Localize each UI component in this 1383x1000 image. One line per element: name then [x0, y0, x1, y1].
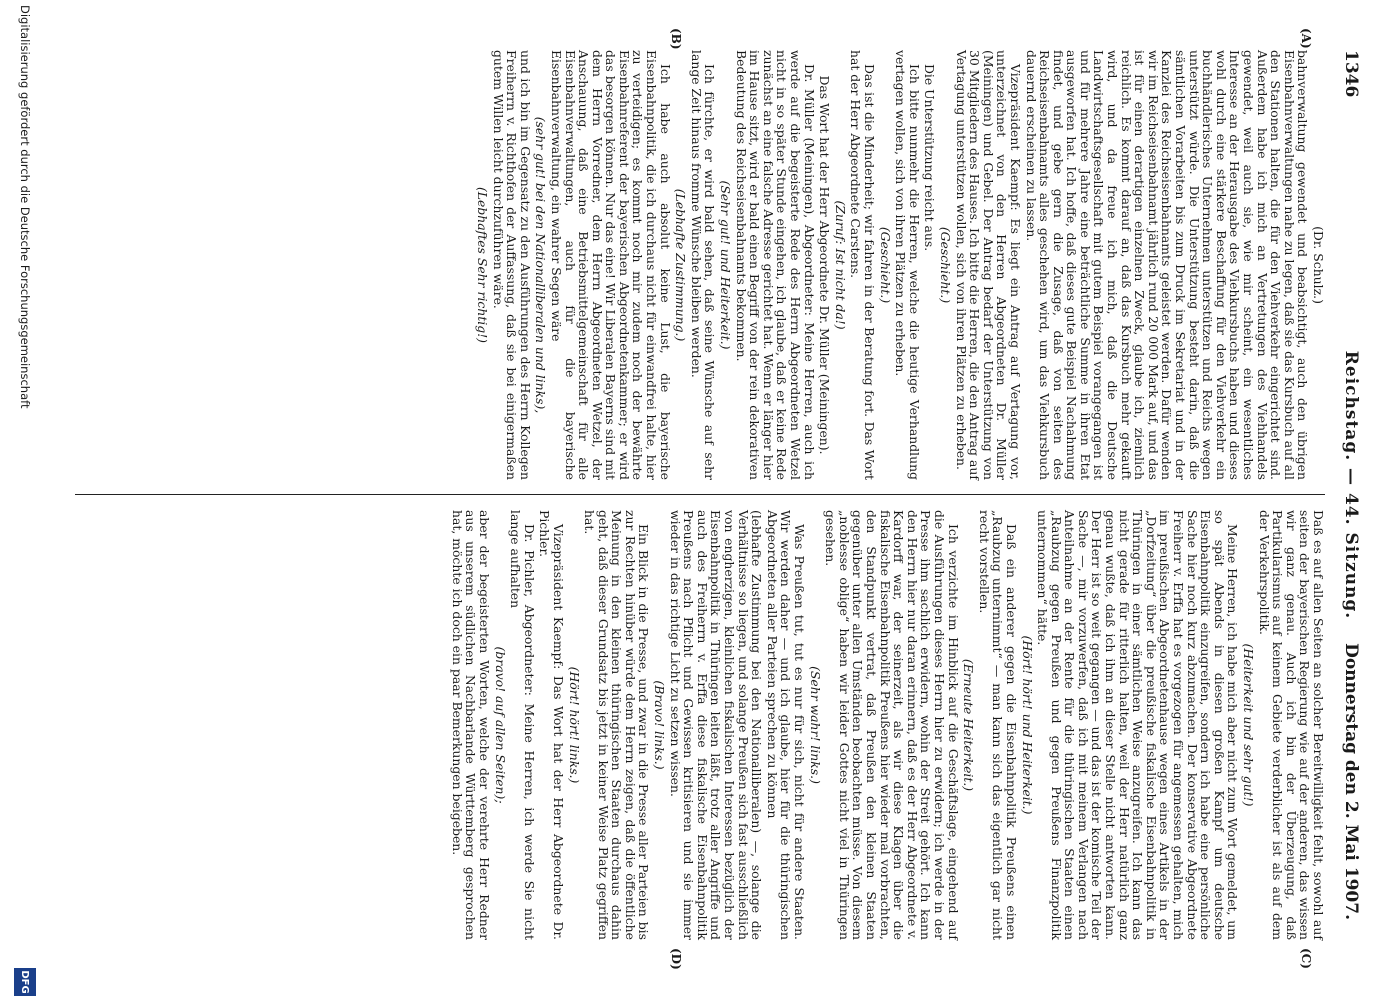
page-header — [1331, 50, 1361, 920]
paragraph: Die Unterstützung reicht aus. — [922, 64, 938, 252]
page-number: 1346 — [1341, 50, 1361, 98]
column-divider — [75, 494, 1325, 495]
session-date: Donnerstag den 2. Mai 1907. — [1341, 643, 1361, 920]
paragraph: Was Preußen tut, tut es nur für sich, nicht für andere Staaten. Wir werden daher — und ich glaube, hier für die thüringischen Abgeordneten aller Parteien sprechen zu können — [764, 510, 808, 940]
paragraph: Das ist die Minderheit; wir fahren in der Beratung fort. Das Wort hat der Herr Abgeordnete Carstens. — [848, 50, 877, 480]
interjection: (Lebhafte Zustimmung.) — [673, 188, 689, 342]
margin-letter-b: (B) — [669, 28, 683, 50]
interjection: (Geschieht.) — [877, 226, 893, 304]
left-column — [473, 50, 1325, 480]
dfg-logo: DFG — [14, 968, 36, 996]
interjection: (bravo! auf allen Seiten); — [492, 646, 508, 804]
paragraph: Daß es auf allen Seiten an solcher Bereitwilligkeit fehlt, sowohl auf seiten der bayerischen Regierung wie auf der anderen, das wissen wir ganz genau. Auch ich bin der Überzeugung, daß Partikularismus auf keinem Gebiete verderblicher ist als auf dem der Verkehrspolitik. — [1256, 510, 1326, 940]
interjection: (sehr gut! bei den Nationalliberalen und links), — [533, 116, 549, 414]
paragraph: Meine Herren, ich habe mich aber nicht zum Wort gemeldet, um so spät Abends in diesen großen Kampf um deutsche Eisenbahnpolitik einzugreifen, sondern ich habe eine persönliche Sache hier noch kurz abzumachen. Der konservative Abgeordnete Freiherr v. Erffa hat es vorgezogen für angemessen gehalten, mich im preußischen Abgeordnetenhause wegen eines Artikels in der „Dorfzeitung“ über die preußische fiskalische Eisenbahnpolitik in Thüringen in einer sämtlichen Weise anzugreifen. Ich kann das nicht gerade für ritterlich halten, weil der Herr natürlich ganz genau wußte, daß ich ihm an dieser Stelle nicht antworten kann. Der Herr ist so weit gegangen — und das ist der komische Teil der Sache —, mir vorzuwerfen, daß ich mit meinem Verlangen nach Anteilnahme an der Rente für die thüringischen Staaten einen „Raubzug gegen Preußen und gegen Preußens Finanzpolitik unternommen“ hätte. — [1035, 510, 1241, 940]
digitization-footer — [2, 0, 38, 1000]
paragraph: Das Wort hat der Herr Abgeordnete Dr. Müller (Meiningen). — [817, 75, 833, 455]
paragraph: Ein Blick in die Presse, und zwar in die Presse aller Parteien bis zur Rechten hinüber würde dem Herrn zeigen, daß die öffentliche Meinung in den kleinen thüringischen Staaten durchaus dahin geht, daß dieser Grundsatz bis jetzt in keiner Weise Platz gegriffen hat. — [582, 510, 652, 940]
paragraph: aber der begeisterten Worten, welche der verehrte Herr Redner aus unserem südlichen Nachbarlande Württemberg gesprochen hat, möchte ich doch ein paar Bemerkungen beigeben. — [449, 510, 492, 940]
margin-letter-c: (C) — [1299, 948, 1313, 969]
paragraph: Ich fürchte, er wird bald sehen, daß seine Wünsche auf sehr lange Zeit hinaus fromme Wünsche bleiben werden. — [688, 50, 718, 480]
paragraph: Ich bitte nunmehr die Herren, welche die heutige Verhandlung vertagen wollen, sich von ihren Plätzen zu erheben. — [893, 50, 922, 480]
paragraph: (lebhafte Zustimmung bei den Nationalliberalen) —, solange die Verhältnisse so liegen, und solange Preußen sich fast ausschließlich von engherzigen, kleinlichen fiskalischen Interessen bezüglich der Eisenbahnpolitik in Thüringen leiten läßt, trotz aller Angriffe und auch des Freiherrn v. Erffa diese fiskalische Eisenbahnpolitik Preußens nach Pflicht und Gewissen kritisieren und sie immer wieder in das richtige Licht zu setzen wissen. — [667, 510, 765, 940]
interjection: (Hört! hört! und Heiterkeit.) — [1019, 635, 1035, 815]
interjection: (Zuruf: Ist nicht da!) — [832, 200, 848, 330]
margin-letter-a: (A) — [1299, 28, 1313, 49]
paragraph: bahnverwaltung gewendet und beabsichtigt, auch den übrigen Eisenbahnverwaltungen nahe zu legen, daß sie das Kursbuch auf all den Stationen halten, die für den Viehverkehr eingerichtet sind. Außerdem habe ich mich an Vertretungen des Viehhandels gewendet, weil auch sie, wie mir scheint, ein wesentliches Interesse an der Herausgabe des Viehkursbuchs haben und dieses wohl durch eine stärkere Beschaffung für den Viehverkehr ein buchhändlerisches Unternehmen unterstützen und Reichs wegen unterstützt würde. Die Unterstützung besteht darin, daß die sämtlichen Vorarbeiten bis zum Druck im Sekretariat und in der Kanzlei des Reichseisenbahnamts geleistet werden. Dafür wenden wir im Reichseisenbahnamt jährlich rund 20 000 Mark auf, und das ist für einen derartigen einzelnen Zweck, glaube ich, ziemlich reichlich. Es kommt darauf an, daß das Kursbuch mehr gekauft wird, und da freue ich mich, daß die Deutsche Landwirtschaftsgesellschaft mit gutem Beispiel vorangegangen ist und für mehrere Jahre eine beträchtliche Summe in ihren Etat ausgeworfen hat. Ich hoffe, daß dieses gute Beispiel Nachahmung findet, und gebe gern die Zusage, daß von seiten des Reichseisenbahnamts alles geschehen wird, um das Viehkursbuch dauernd erscheinen zu lassen. — [1023, 50, 1311, 480]
paragraph: Dr. Pichler, Abgeordneter: Meine Herren, ich werde Sie nicht lange aufhalten — [508, 510, 537, 940]
paragraph: Daß ein anderer gegen die Eisenbahnpolitik Preußens einen „Raubzug unternimmt“ — man kann sich das eigentlich gar nicht recht vorstellen. — [976, 510, 1019, 940]
session-title: Reichstag. — 44. Sitzung. — [1341, 350, 1361, 620]
interjection: (Hört! hört! links.) — [566, 666, 582, 784]
interjection: (Bravo! links.) — [652, 680, 668, 770]
interjection: (Geschieht.) — [937, 226, 953, 304]
interjection: (Sehr gut! und Heiterkeit.) — [718, 180, 734, 350]
paragraph: Dr. Müller (Meiningen), Abgeordneter: Meine Herren, auch ich werde auf die begeisterte Rede des Herrn Abgeordneten Wetzel nicht in so später Stunde eingehen, ich glaube, daß er keine Rede zunächst an eine falsche Adresse gerichtet hat. Wenn er länger hier im Hause sitzt, wird er bald einen Begriff von der rein dekorativen Bedeutung des Reichseisenbahnamts bekommen. — [733, 50, 817, 480]
funding-note: Digitalisierung gefördert durch die Deutsche Forschungsgemeinschaft — [18, 5, 32, 409]
paragraph: und ich bin im Gegensatz zu den Ausführungen des Herrn Kollegen Freiherrn v. Richthofen der Auffassung, daß sie bei einigermaßen gutem Willen leicht durchzuführen wäre. — [490, 50, 533, 480]
speaker-continuation: (Dr. Schulz.) — [1311, 226, 1326, 304]
paragraph: Ich verzichte im Hinblick auf die Geschäftslage, eingehend auf die Ausführungen dieses Herrn hier zu erwidern; ich werde in der Presse ihm sachlich erwidern, wohin der Streit gehört. Ich kann den Herrn hier nur daran erinnern, daß es der Herr Abgeordnete v. Kardorff war, der seinerzeit, als wir diese Klagen über die fiskalische Eisenbahnpolitik Preußens hier wieder mal vorbrachten, den Standpunkt vertrat, daß Preußen den kleinen Staaten gegenüber unter allen Umständen beobachten müsse. Von diesem „noblesse oblige“ haben wir leider Gottes nicht viel in Thüringen gesehen. — [823, 510, 961, 940]
interjection: (Sehr wahr! links.) — [807, 666, 823, 784]
interjection: (Erneute Heiterkeit.) — [961, 658, 977, 792]
right-column — [448, 510, 1325, 940]
paragraph: Ich habe auch absolut keine Lust, die bayerische Eisenbahnpolitik, die ich durchaus nicht für einwandfrei halte, hier zu verteidigen; es kommt noch mir zudem noch der bewährte Eisenbahnreferent der bayerischen Abgeordnetenkammer; er wird das besorgen können. Nur das eine! Wir Liberalen Bayerns sind mit dem Herrn Vorredner, dem Herrn Abgeordneten Wetzel, der Anschauung, daß eine Betriebsmittelgemeinschaft für alle Eisenbahnverwaltungen, auch für die bayerische Eisenbahnverwaltung, ein wahrer Segen wäre — [548, 50, 673, 480]
paragraph: Vizepräsident Kaempf: Es liegt ein Antrag auf Vertagung vor, unterzeichnet von den Herren Abgeordneten Dr. Müller (Meiningen) und Gebel. Der Antrag bedarf der Unterstützung von 30 Mitgliedern des Hauses. Ich bitte die Herren, die den Antrag auf Vertagung unterstützen wollen, sich von ihren Plätzen zu erheben. — [953, 50, 1023, 480]
interjection: (Lebhaftes Sehr richtig!) — [474, 186, 490, 344]
paragraph: Vizepräsident Kaempf: Das Wort hat der Herr Abgeordnete Dr. Pichler. — [537, 510, 566, 940]
margin-letter-d: (D) — [669, 948, 683, 970]
interjection: (Heiterkeit und sehr gut!) — [1241, 643, 1257, 807]
